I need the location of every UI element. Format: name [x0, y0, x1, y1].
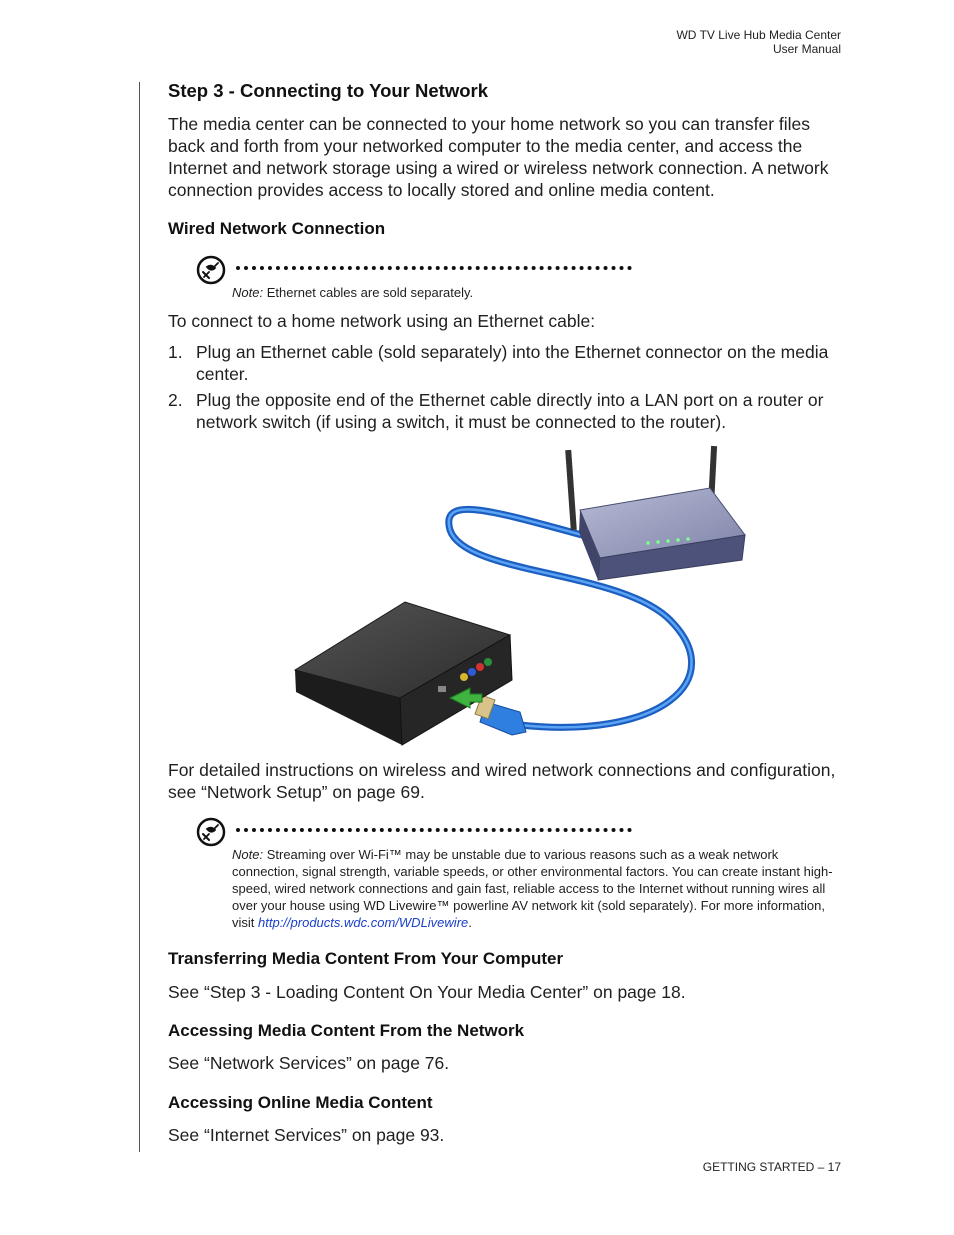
margin-rule — [139, 82, 140, 1152]
note-divider — [236, 828, 632, 832]
wifi-note — [232, 846, 842, 931]
section-intro: The media center can be connected to your home network so you can transfer files back and forth from your networked computer to the media center, and access the Internet and network storage using a wired or wireless network connection. A network connection provides access to locally stored and online media content. — [168, 114, 829, 200]
note-icon — [196, 817, 226, 847]
accessing-network-text: See “Network Services” on page 76. — [168, 1053, 450, 1073]
after-figure-text: For detailed instructions on wireless and wired network connections and configuration, see “Network Setup” on page 69. — [168, 760, 836, 802]
transferring-heading: Transferring Media Content From Your Computer — [168, 949, 564, 968]
wired-note-text: Ethernet cables are sold separately. — [266, 285, 474, 300]
step-number: 1. — [168, 342, 183, 362]
accessing-online-text: See “Internet Services” on page 93. — [168, 1125, 445, 1145]
wired-heading: Wired Network Connection — [168, 219, 386, 238]
wifi-note-end: . — [468, 915, 472, 930]
wired-note-label: Note: — [232, 285, 264, 300]
step-number: 2. — [168, 390, 183, 410]
step-text: Plug the opposite end of the Ethernet cable directly into a LAN port on a router or network switch (if using a switch, it must be connected to the router). — [196, 390, 824, 432]
media-center-icon — [295, 602, 512, 745]
wifi-note-text: Streaming over Wi-Fi™ may be unstable due to various reasons such as a weak network connection, signal strength, variable speeds, or other environmental factors. You can create instant high-speed, wired network connections and gain fast, reliable access to the Internet without running wires all over your house using WD Livewire™ powerline AV network kit (sold separately). For more information, visit — [232, 847, 833, 930]
transferring-text: See “Step 3 - Loading Content On Your Media Center” on page 18. — [168, 982, 686, 1002]
list-item — [168, 341, 848, 385]
livewire-link[interactable]: http://products.wdc.com/WDLivewire — [258, 915, 469, 930]
note-icon — [196, 255, 226, 285]
wifi-note-label: Note: — [232, 847, 264, 862]
accessing-network-heading: Accessing Media Content From the Network — [168, 1021, 525, 1040]
wired-note — [232, 284, 842, 301]
running-header — [676, 28, 841, 56]
accessing-online-heading: Accessing Online Media Content — [168, 1093, 433, 1112]
router-icon — [565, 446, 745, 580]
wired-lead: To connect to a home network using an Ethernet cable: — [168, 311, 596, 331]
header-doc-type: User Manual — [772, 42, 841, 56]
note-divider — [236, 266, 632, 270]
steps-list — [168, 341, 848, 437]
network-illustration — [290, 440, 760, 760]
section-title: Step 3 - Connecting to Your Network — [168, 80, 489, 101]
step-text: Plug an Ethernet cable (sold separately) into the Ethernet connector on the media center. — [196, 342, 829, 384]
header-product-name: WD TV Live Hub Media Center — [676, 28, 841, 42]
list-item — [168, 389, 848, 433]
page-footer: GETTING STARTED – 17 — [702, 1160, 841, 1174]
